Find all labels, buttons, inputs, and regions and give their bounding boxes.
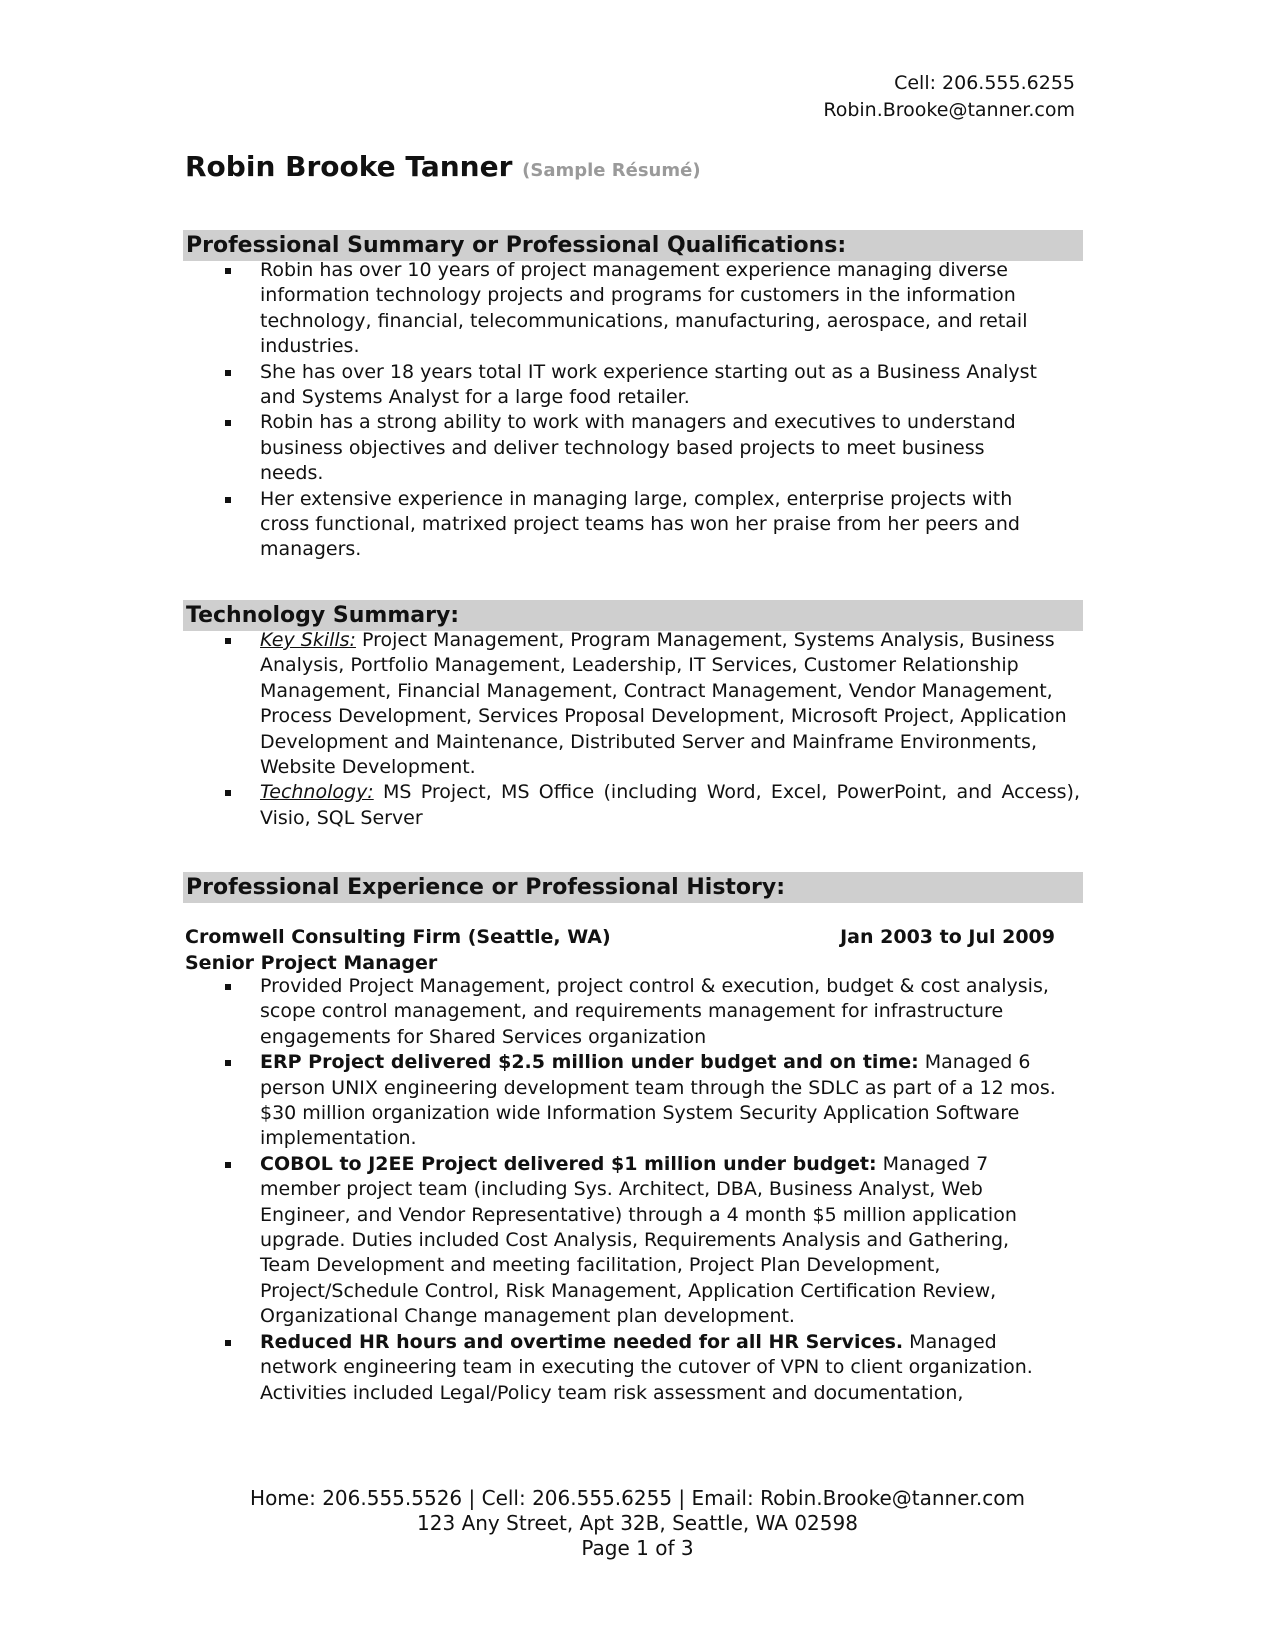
footer-address: 123 Any Street, Apt 32B, Seattle, WA 02598 xyxy=(417,1511,858,1535)
company-name: Cromwell Consulting Firm (Seattle, WA) xyxy=(185,926,611,948)
summary-list xyxy=(185,258,1045,563)
job-dates: Jan 2003 to Jul 2009 xyxy=(840,926,1055,948)
list-item xyxy=(185,974,1065,1050)
technology-label: Technology: xyxy=(260,781,374,804)
job-role: Senior Project Manager xyxy=(185,952,438,974)
item-text: Managed 7 member project team (including Sys. Architect, DBA, Business Analyst, Web Engineer, and Vendor Representative) through a 4 month $5 million application upgrade. Duties included Cost Analysis, Requirements Analysis and Gathering, Team Development and meeting facilitation, Project Plan Development, Project/Schedule Control, Risk Management, Application Certification Review, Organizational Change management plan development. xyxy=(260,1152,1017,1328)
job-header xyxy=(185,924,1055,951)
name-text: Robin Brooke Tanner xyxy=(185,150,513,183)
item-highlight: ERP Project delivered $2.5 million under budget and on time: xyxy=(260,1051,919,1074)
technology-text: MS Project, MS Office (including Word, Excel, PowerPoint, and Access), Visio, SQL Server xyxy=(260,781,1080,829)
list-item: Robin has a strong ability to work with managers and executives to understand business objectives and deliver technology based projects to meet business needs. xyxy=(185,410,1045,486)
candidate-name xyxy=(185,150,701,183)
section-header-experience: Professional Experience or Professional History: xyxy=(183,872,1083,903)
section-header-technology: Technology Summary: xyxy=(183,600,1083,631)
name-tag: (Sample Résumé) xyxy=(522,160,701,181)
key-skills-label: Key Skills: xyxy=(260,629,356,651)
contact-cell: Cell: 206.555.6255 xyxy=(894,72,1075,94)
list-item xyxy=(185,780,1080,831)
page-footer xyxy=(0,1486,1275,1561)
item-highlight: Reduced HR hours and overtime needed for all HR Services. xyxy=(260,1330,904,1353)
technology-list xyxy=(185,628,1080,831)
contact-email: Robin.Brooke@tanner.com xyxy=(823,99,1075,121)
list-item xyxy=(185,1050,1065,1152)
list-item xyxy=(185,1152,1065,1330)
list-item: Her extensive experience in managing large, complex, enterprise projects with cross functional, matrixed project teams has won her praise from her peers and managers. xyxy=(185,487,1045,563)
list-item: She has over 18 years total IT work experience starting out as a Business Analyst and Systems Analyst for a large food retailer. xyxy=(185,360,1045,411)
item-text: Managed network engineering team in executing the cutover of VPN to client organization. Activities included Legal/Policy team risk assessment and documentation, xyxy=(260,1330,1033,1404)
footer-contact: Home: 206.555.5526 | Cell: 206.555.6255 | Email: Robin.Brooke@tanner.com xyxy=(250,1486,1025,1510)
item-text: Managed 6 person UNIX engineering development team through the SDLC as part of a 12 mos. $30 million organization wide Information System Security Application Software implementation. xyxy=(260,1051,1056,1150)
contact-block xyxy=(823,70,1075,124)
item-text: Provided Project Management, project control & execution, budget & cost analysis, scope control management, and requirements management for infrastructure engagements for Shared Services organization xyxy=(260,975,1049,1048)
item-highlight: COBOL to J2EE Project delivered $1 million under budget: xyxy=(260,1152,877,1175)
list-item xyxy=(185,1330,1065,1406)
experience-list xyxy=(185,974,1065,1406)
section-header-summary: Professional Summary or Professional Qualifications: xyxy=(183,230,1083,261)
list-item xyxy=(185,628,1080,780)
list-item: Robin has over 10 years of project management experience managing diverse information technology projects and programs for customers in the information technology, financial, telecommunications, manufacturing, aerospace, and retail industries. xyxy=(185,258,1045,360)
key-skills-text: Project Management, Program Management, Systems Analysis, Business Analysis, Portfolio Management, Leadership, IT Services, Customer Relationship Management, Financial Management, Contract Management, Vendor Management, Process Development, Services Proposal Development, Microsoft Project, Application Development and Maintenance, Distributed Server and Mainframe Environments, Website Development. xyxy=(260,629,1067,779)
page-number: Page 1 of 3 xyxy=(581,1536,694,1560)
